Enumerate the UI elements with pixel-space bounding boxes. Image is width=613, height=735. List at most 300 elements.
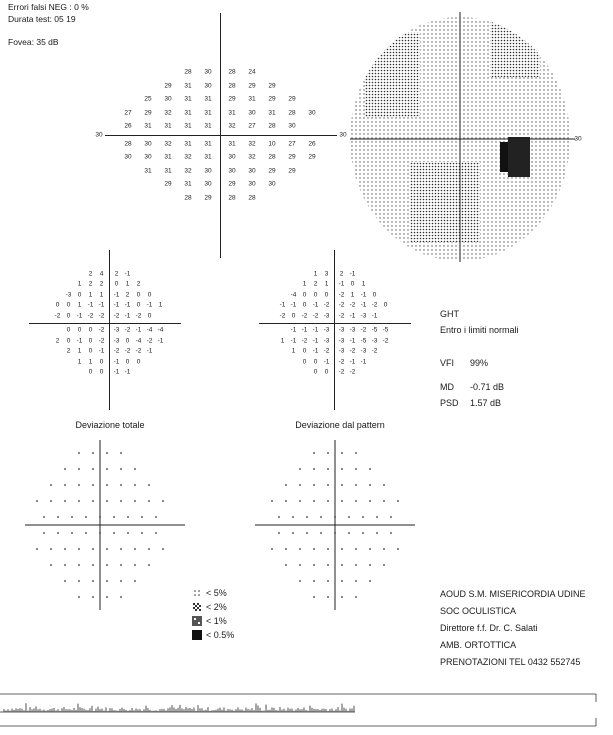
total-deviation-value: -3 [113,337,120,345]
threshold-value: 28 [184,194,192,202]
md-value: -0.71 dB [470,382,505,392]
durata-test: Durata test: 05 19 [8,14,76,24]
probability-dot [120,596,122,598]
probability-dot [369,548,371,550]
probability-dot [285,548,287,550]
pattern-deviation-value: -2 [382,337,389,345]
probability-dot [355,452,357,454]
probability-dot [78,596,80,598]
total-deviation-value: 0 [136,358,141,366]
clinic-line-2: SOC OCULISTICA [440,606,517,616]
threshold-value: 31 [184,140,192,148]
probability-dot [99,532,101,534]
total-deviation-value: 0 [147,291,152,299]
threshold-value: 32 [248,140,256,148]
threshold-value: 28 [228,68,236,76]
total-deviation-value: -2 [135,312,142,320]
total-deviation-value: 0 [136,301,141,309]
pattern-deviation-value: 0 [372,291,377,299]
probability-dot [355,500,357,502]
pattern-deviation-value: 1 [313,270,318,278]
threshold-value: 30 [248,180,256,188]
probability-dot [71,532,73,534]
total-deviation-value: -1 [113,358,120,366]
probability-dot [362,532,364,534]
gaze-tracker [0,690,606,730]
total-deviation-value: 0 [125,358,130,366]
probability-dot [327,484,329,486]
pattern-deviation-value: -3 [371,337,378,345]
total-deviation-value: 0 [66,337,71,345]
probability-dot [292,516,294,518]
probability-dot [313,452,315,454]
total-deviation-value: 1 [125,280,130,288]
pattern-deviation-value: -3 [338,326,345,334]
pattern-deviation-value: -1 [349,312,356,320]
probability-dot [113,516,115,518]
pattern-deviation-value: -1 [349,337,356,345]
threshold-value: 30 [204,68,212,76]
pattern-deviation-value: 0 [383,301,388,309]
pattern-deviation-value: -1 [360,358,367,366]
pattern-deviation-value: 0 [302,291,307,299]
gaze-tracker-graphic [0,690,606,730]
total-deviation-value: 0 [88,326,93,334]
threshold-value: 29 [288,153,296,161]
pattern-deviation-value: -2 [279,312,286,320]
threshold-value: 28 [124,140,132,148]
threshold-value: 32 [164,140,172,148]
probability-dot [327,452,329,454]
pattern-deviation-value: -1 [349,358,356,366]
threshold-value: 29 [308,153,316,161]
probability-dot [148,564,150,566]
probability-dot [120,564,122,566]
probability-dot [134,564,136,566]
probability-dot [299,548,301,550]
probability-dot [278,516,280,518]
probability-dot [369,484,371,486]
pattern-deviation-value: 0 [324,368,329,376]
probability-dot [50,500,52,502]
probability-dot [78,548,80,550]
threshold-value: 31 [184,109,192,117]
probability-dot [369,580,371,582]
probability-dot [120,484,122,486]
total-deviation-value: 0 [99,358,104,366]
probability-dot [376,532,378,534]
threshold-value: 29 [288,167,296,175]
probability-dot [106,468,108,470]
total-deviation-value: -2 [98,312,105,320]
pattern-deviation-value: 3 [324,270,329,278]
probability-dot [64,580,66,582]
probability-dot [362,516,364,518]
probability-dot [134,468,136,470]
probability-dot [92,564,94,566]
probability-dot [43,516,45,518]
total-deviation-value: -3 [65,291,72,299]
probability-dot [50,548,52,550]
pattern-deviation-value: -2 [338,312,345,320]
total-deviation-value: 2 [125,291,130,299]
pattern-deviation-value: -3 [360,347,367,355]
threshold-value: 31 [228,140,236,148]
pattern-deviation-value: 0 [350,280,355,288]
threshold-value: 32 [228,122,236,130]
probability-dot [92,580,94,582]
threshold-value: 31 [204,153,212,161]
probability-dot [369,564,371,566]
total-deviation-value: -2 [146,337,153,345]
probability-dot [120,580,122,582]
pattern-deviation-value: -1 [360,291,367,299]
pattern-deviation-probability-graphic [255,440,415,610]
probability-dot [148,548,150,550]
probability-dot [106,452,108,454]
probability-dot [134,548,136,550]
pattern-deviation-value: -1 [349,270,356,278]
total-deviation-value: -4 [157,326,164,334]
probability-dot [376,516,378,518]
legend-label-1: < 1% [206,616,227,626]
threshold-value: 31 [204,109,212,117]
pattern-deviation-probability-map [255,440,415,610]
total-deviation-value: -2 [87,312,94,320]
pattern-deviation-value: -1 [338,280,345,288]
probability-dot [113,532,115,534]
clinic-line-5: PRENOTAZIONI TEL 0432 552745 [440,657,581,667]
threshold-value: 28 [268,122,276,130]
probability-dot [313,548,315,550]
pattern-deviation-value: -1 [290,301,297,309]
threshold-value: 31 [204,122,212,130]
total-deviation-value: -4 [146,326,153,334]
probability-dot [390,516,392,518]
threshold-value: 30 [308,109,316,117]
black-square-icon [192,630,202,640]
pattern-deviation-value: -1 [279,301,286,309]
probability-dot [341,580,343,582]
probability-dot [341,484,343,486]
pattern-deviation-value: 2 [313,280,318,288]
pattern-deviation-value: -3 [323,337,330,345]
probability-dot [383,564,385,566]
threshold-value: 30 [164,95,172,103]
probability-dot [64,548,66,550]
threshold-value: 26 [124,122,132,130]
total-deviation-value: 0 [114,280,119,288]
probability-dot [57,532,59,534]
indices-block [440,355,504,411]
total-deviation-value: 0 [99,368,104,376]
threshold-value: 28 [268,153,276,161]
threshold-value: 31 [184,95,192,103]
probability-dot [162,500,164,502]
pattern-deviation-value: -3 [323,326,330,334]
total-deviation-value: -1 [124,301,131,309]
threshold-value: 30 [144,153,152,161]
total-deviation-value: -2 [135,347,142,355]
threshold-value: 31 [184,82,192,90]
threshold-value: 27 [288,140,296,148]
threshold-value: 29 [164,180,172,188]
checker-icon [192,602,202,612]
threshold-value: 32 [164,109,172,117]
probability-dot [341,468,343,470]
total-deviation-value: 0 [88,347,93,355]
legend-label-2: < 2% [206,602,227,612]
ght-label: GHT [440,309,459,319]
total-deviation-value: 1 [77,358,82,366]
threshold-value: 28 [228,194,236,202]
threshold-value: 30 [248,167,256,175]
probability-dot [36,548,38,550]
total-deviation-value: 1 [88,358,93,366]
pattern-deviation-value: 0 [313,368,318,376]
threshold-value: 31 [204,140,212,148]
probability-dot [57,516,59,518]
total-deviation-value: -2 [54,312,61,320]
probability-dot [85,516,87,518]
legend-row-1 [192,614,234,628]
dots-light-icon [192,588,202,598]
pattern-deviation-caption: Deviazione dal pattern [295,420,385,430]
probability-dot [397,500,399,502]
probability-dot [355,564,357,566]
probability-dot [285,484,287,486]
pattern-deviation-value: 1 [361,280,366,288]
probability-dot [134,500,136,502]
total-deviation-value: -1 [157,337,164,345]
threshold-value: 28 [288,109,296,117]
probability-dot [127,516,129,518]
total-deviation-value: 2 [66,347,71,355]
threshold-value: 31 [184,180,192,188]
total-deviation-value: 1 [88,291,93,299]
total-deviation-value: 1 [77,347,82,355]
total-deviation-value: 2 [88,280,93,288]
total-deviation-vertical-axis [109,250,110,410]
legend-label-05: < 0.5% [206,630,235,640]
pattern-deviation-value: -2 [349,301,356,309]
pattern-deviation-value: 0 [302,301,307,309]
probability-dot [120,500,122,502]
threshold-value: 27 [124,109,132,117]
total-deviation-value: -1 [76,312,83,320]
probability-dot [120,548,122,550]
pattern-deviation-value: -2 [338,368,345,376]
threshold-value: 32 [184,153,192,161]
pattern-deviation-value: -2 [301,312,308,320]
probability-dot [92,452,94,454]
pattern-deviation-value: 0 [313,358,318,366]
probability-dot [120,452,122,454]
total-deviation-value: -1 [124,270,131,278]
pattern-deviation-value: 1 [324,280,329,288]
probability-dot [106,548,108,550]
total-deviation-value: -1 [113,301,120,309]
probability-dot [106,484,108,486]
probability-dot [141,516,143,518]
threshold-value: 29 [228,95,236,103]
pattern-deviation-value: -2 [323,301,330,309]
pattern-deviation-value: -5 [371,326,378,334]
probability-dot [92,596,94,598]
threshold-value: 30 [204,167,212,175]
pattern-deviation-value: 2 [339,270,344,278]
grayscale-axis-label: 30 [574,135,582,143]
total-deviation-value: 0 [77,291,82,299]
pattern-deviation-value: -2 [349,347,356,355]
total-deviation-value: 1 [99,291,104,299]
clinic-line-1: AOUD S.M. MISERICORDIA UDINE [440,589,586,599]
probability-dot [271,548,273,550]
probability-dot [348,516,350,518]
total-deviation-value: 0 [77,326,82,334]
total-deviation-horizontal-axis [29,323,181,324]
probability-dot [327,500,329,502]
pattern-deviation-value: -3 [323,312,330,320]
threshold-value: 24 [248,68,256,76]
total-deviation-value: -1 [113,291,120,299]
dense-checker-icon [192,616,202,626]
probability-dot [299,580,301,582]
probability-dot [341,452,343,454]
pattern-deviation-value: -3 [338,337,345,345]
pattern-deviation-value: -2 [323,347,330,355]
threshold-value: 29 [204,194,212,202]
probability-dot [155,516,157,518]
total-deviation-value: -4 [135,337,142,345]
probability-dot [334,516,336,518]
pattern-deviation-value: -1 [312,301,319,309]
ght-block [440,306,519,338]
pattern-deviation-value: -1 [371,312,378,320]
pattern-deviation-value: 1 [302,280,307,288]
threshold-value: 29 [288,95,296,103]
probability-dot [320,532,322,534]
pattern-deviation-value: -2 [371,301,378,309]
total-deviation-value: 0 [136,291,141,299]
threshold-value: 30 [228,153,236,161]
clinic-line-3: Direttore f.f. Dr. C. Salati [440,623,538,633]
probability-dot [43,532,45,534]
probability-dot [99,516,101,518]
md-row [440,379,504,395]
probability-dot [383,500,385,502]
clinic-line-4: AMB. ORTOTTICA [440,640,517,650]
threshold-value: 10 [268,140,276,148]
total-deviation-value: 0 [55,301,60,309]
probability-dot [85,532,87,534]
total-deviation-value: -1 [98,301,105,309]
pattern-deviation-value: -4 [290,291,297,299]
probability-dot [313,484,315,486]
pattern-deviation-value: -5 [382,326,389,334]
total-deviation-value: 0 [66,326,71,334]
grayscale-map [350,12,582,262]
total-deviation-value: -1 [87,301,94,309]
pattern-deviation-value: -2 [301,337,308,345]
threshold-value: 28 [184,68,192,76]
probability-dot [285,564,287,566]
probability-dot [306,516,308,518]
pattern-deviation-value: 1 [280,337,285,345]
threshold-value: 29 [268,82,276,90]
probability-dot [341,564,343,566]
threshold-value: 29 [228,180,236,188]
probability-dot [299,564,301,566]
total-deviation-value: 0 [147,312,152,320]
probability-dot [64,468,66,470]
probability-dot [78,580,80,582]
pattern-deviation-value: -3 [338,347,345,355]
total-deviation-value: -1 [76,337,83,345]
probability-dot [71,516,73,518]
total-deviation-value: -1 [135,326,142,334]
probability-dot [106,500,108,502]
probability-dot [92,500,94,502]
probability-dot [50,564,52,566]
threshold-value: 27 [248,122,256,130]
threshold-value: 31 [164,122,172,130]
psd-value: 1.57 dB [470,398,502,408]
pattern-deviation-value: -1 [312,347,319,355]
probability-legend [192,586,234,642]
probability-dot [299,484,301,486]
probability-dot [334,532,336,534]
vfi-label: VFI [440,358,455,368]
total-deviation-value: 1 [77,280,82,288]
total-deviation-value: 2 [136,280,141,288]
probability-dot [369,500,371,502]
pattern-deviation-value: 0 [291,312,296,320]
legend-row-05 [192,628,234,642]
probability-dot [64,500,66,502]
probability-dot [313,468,315,470]
probability-dot [36,500,38,502]
total-deviation-value: 0 [88,337,93,345]
md-label: MD [440,382,454,392]
total-deviation-caption: Deviazione totale [75,420,145,430]
probability-dot [141,532,143,534]
pattern-deviation-value: -2 [371,347,378,355]
threshold-value: 31 [248,95,256,103]
pattern-deviation-value: -2 [338,301,345,309]
pattern-deviation-value: 0 [324,291,329,299]
probability-dot [313,596,315,598]
probability-dot [148,500,150,502]
probability-dot [92,548,94,550]
threshold-value: 25 [144,95,152,103]
probability-dot [390,532,392,534]
total-deviation-value: -1 [98,347,105,355]
threshold-value: 31 [164,167,172,175]
probability-dot [278,532,280,534]
probability-dot [327,468,329,470]
total-deviation-value: 4 [99,270,104,278]
probability-dot [320,516,322,518]
total-deviation-value: -3 [113,326,120,334]
pattern-deviation-value: -1 [323,358,330,366]
probability-dot [92,468,94,470]
legend-row-5 [192,586,234,600]
probability-dot [106,580,108,582]
threshold-value: 29 [144,109,152,117]
threshold-value: 32 [184,167,192,175]
probability-dot [120,468,122,470]
